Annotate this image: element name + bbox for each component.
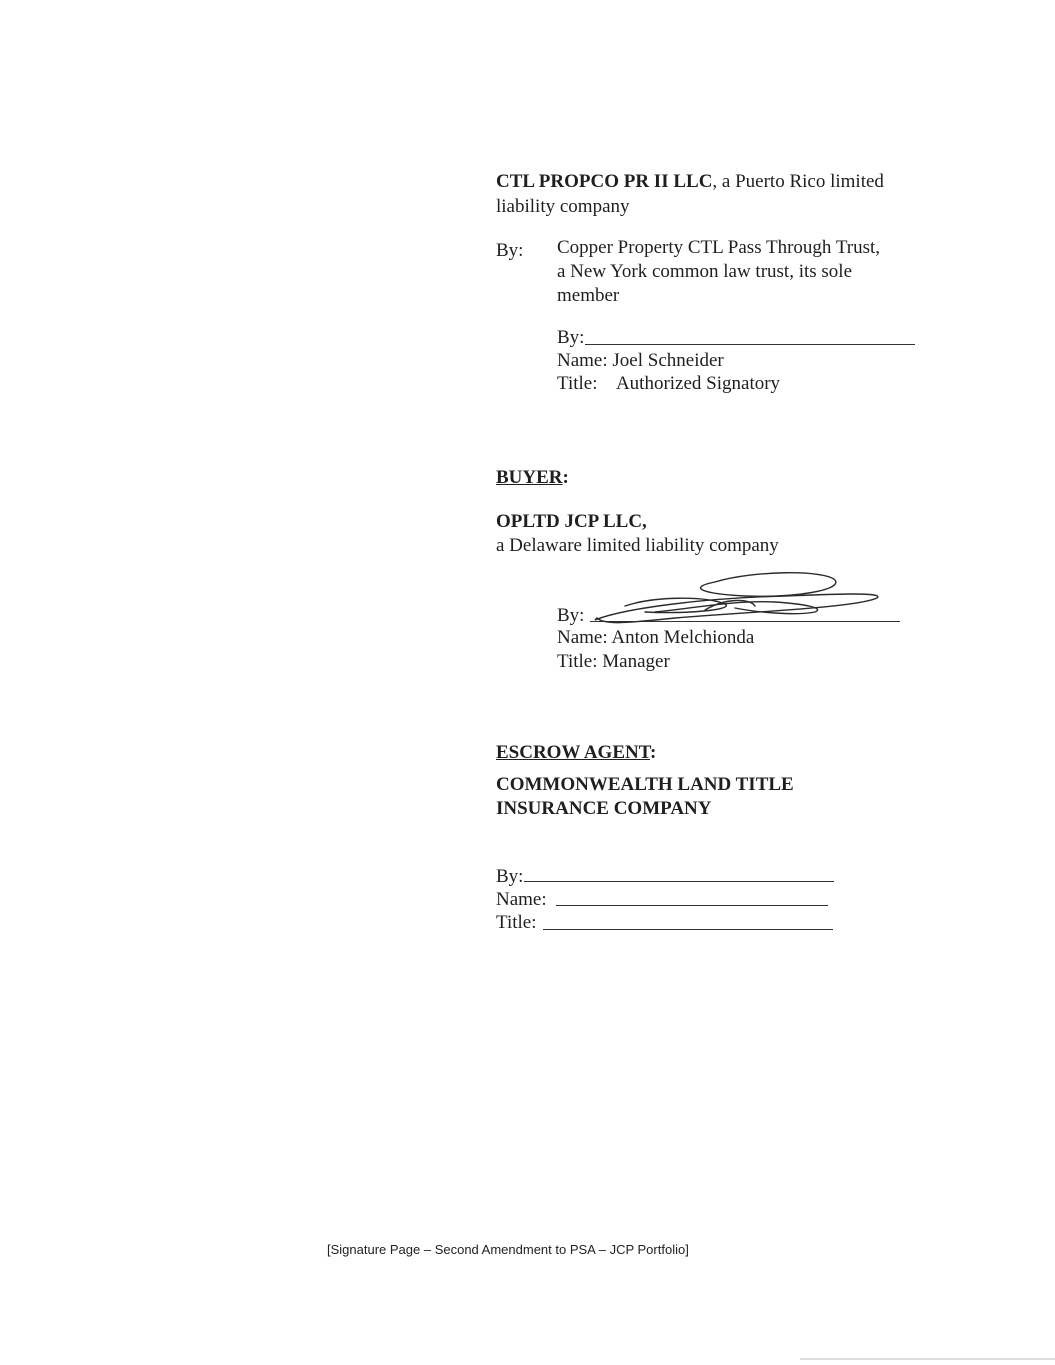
escrow-by-label: By: [496,866,524,887]
escrow-heading-text: ESCROW AGENT [496,742,650,763]
escrow-entity-line-1: COMMONWEALTH LAND TITLE [496,774,794,795]
buyer-title-label: Title: [557,651,598,672]
seller-signature-line[interactable] [585,344,915,345]
buyer-heading [496,466,569,490]
scan-edge-mark [800,1358,1055,1360]
buyer-heading-colon: : [562,467,569,488]
escrow-name-label: Name: [496,889,547,910]
seller-title-row [557,372,780,396]
buyer-heading-text: BUYER [496,467,563,488]
buyer-name-value: Anton Melchionda [611,627,755,648]
seller-by-label: By: [496,240,524,261]
buyer-entity-name: OPLTD JCP LLC, [496,511,647,532]
seller-name-value: Joel Schneider [612,350,724,371]
seller-title-value: Authorized Signatory [615,373,781,394]
buyer-by-label: By: [557,605,585,626]
seller-member-line-2: a New York common law trust, its sole [557,261,853,282]
seller-title-label: Title: [557,373,598,394]
seller-entity-desc-2: liability company [496,196,630,217]
footer-text: [Signature Page – Second Amendment to PSA – JCP Portfolio] [327,1242,689,1257]
seller-name-row [557,349,724,373]
seller-member-line-1: Copper Property CTL Pass Through Trust, [557,237,881,258]
buyer-entity-desc: a Delaware limited liability company [496,535,779,556]
seller-member-line-3: member [557,285,620,306]
buyer-signature-scribble [585,568,895,630]
seller-entity-desc-1: , a Puerto Rico limited [712,171,884,192]
escrow-heading [496,741,656,765]
escrow-by-line[interactable] [524,881,834,882]
buyer-title-row [557,650,670,674]
escrow-entity-line-2: INSURANCE COMPANY [496,798,712,819]
escrow-title-label: Title: [496,912,537,933]
escrow-title-line[interactable] [543,929,833,930]
buyer-title-value: Manager [602,651,670,672]
escrow-heading-colon: : [649,742,657,763]
buyer-name-row [557,626,754,650]
seller-sig-by-label: By: [557,327,585,348]
seller-name-label: Name: [557,350,608,371]
seller-entity-line [496,170,884,194]
seller-entity-name: CTL PROPCO PR II LLC [496,171,713,192]
escrow-name-line[interactable] [556,905,828,906]
buyer-name-label: Name: [557,627,608,648]
